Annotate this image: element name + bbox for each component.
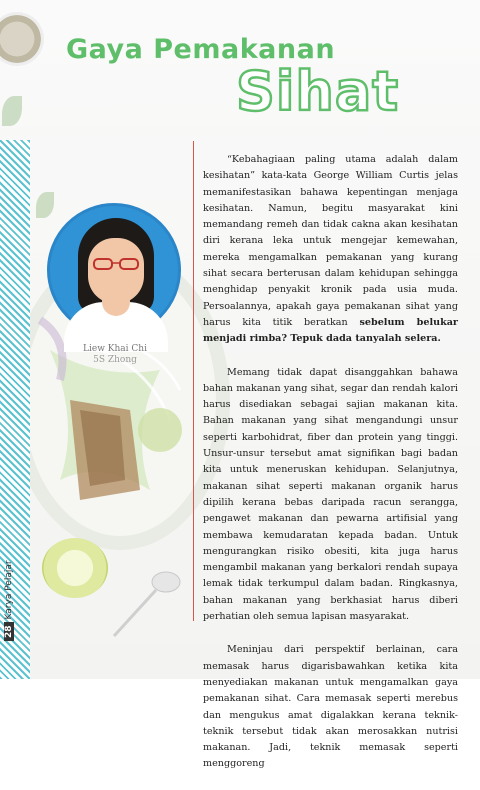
seeds-bowl-image <box>0 12 44 66</box>
author-class: 5S Zhong <box>93 355 137 365</box>
paragraph-3: Meninjau dari perspektif berlainan, cara memasak harus digarisbawahkan ketika kita menyediakan makanan untuk mengamalkan gaya pemakanan sihat. Cara memasak seperti merebus dan mengukus amat digalakkan kerana teknik-teknik tersebut tidak akan merosakkan nutrisi makanan. Jadi, teknik memasak seperti menggoreng <box>203 644 458 770</box>
lime-slice-image <box>42 538 108 598</box>
author-caption <box>60 344 170 365</box>
paragraph-2: Memang tidak dapat disanggahkan bahawa bahan makanan yang sihat, segar dan rendah kalori harus disediakan sebagai sajian makanan kita. Bahan makanan yang sihat mengandungi unsur seperti karbohidrat, fiber dan protein yang tinggi. Unsur-unsur tersebut amat signifikan bagi badan kita untuk meneruskan kehidupan. Selanjutnya, makanan sihat seperti makanan organik harus dipilih kerana bebas daripada racun serangga, pengawet makanan dan pewarna artifisial yang membawa kemudaratan kepada badan. Untuk mengurangkan risiko obesiti, kita juga harus mengambil makanan yang berkalori rendah supaya lemak tidak terkumpul dalam badan. Ringkasnya, bahan makanan yang berkhasiat harus diberi perhatian oleh semua lapisan masyarakat. <box>203 366 458 623</box>
author-photo <box>47 203 181 337</box>
paragraph-1 <box>203 152 458 348</box>
spoon-image <box>108 560 188 640</box>
article-body <box>203 152 458 790</box>
leaf-decoration <box>36 192 54 218</box>
paragraph-1-text: “Kebahagiaan paling utama adalah dalam kesihatan” kata-kata George William Curtis jelas memanifestasikan bahawa kepentingan menjaga kesihatan. Namun, begitu masyarakat kini memandang remeh dan tidak cakna akan kesihatan diri kerana leka untuk mengejar kemewahan, mereka mengamalkan pemakanan yang kurang sihat secara berterusan dalam kehidupan sehingga menghidap penyakit kronik pada usia muda. Persoalannya, apakah gaya pemakanan sihat yang harus kita titik beratkan <box>203 154 458 328</box>
author-name: Liew Khai Chi <box>83 344 147 354</box>
page-footer <box>4 545 24 645</box>
column-divider <box>193 141 194 621</box>
page-number: 28 <box>4 622 14 641</box>
leaf-decoration <box>2 96 22 126</box>
footer-label <box>4 560 14 641</box>
glasses-icon <box>90 258 142 270</box>
photo-face <box>88 238 144 304</box>
paragraph-1-bold: sebelum belukar menjadi rimba? Tepuk dada tanyalah selera. <box>203 316 458 345</box>
title-line-2: Sihat <box>236 60 400 123</box>
section-name: Karya Pelajar <box>4 560 14 620</box>
title-line-1: Gaya Pemakanan <box>66 34 336 65</box>
